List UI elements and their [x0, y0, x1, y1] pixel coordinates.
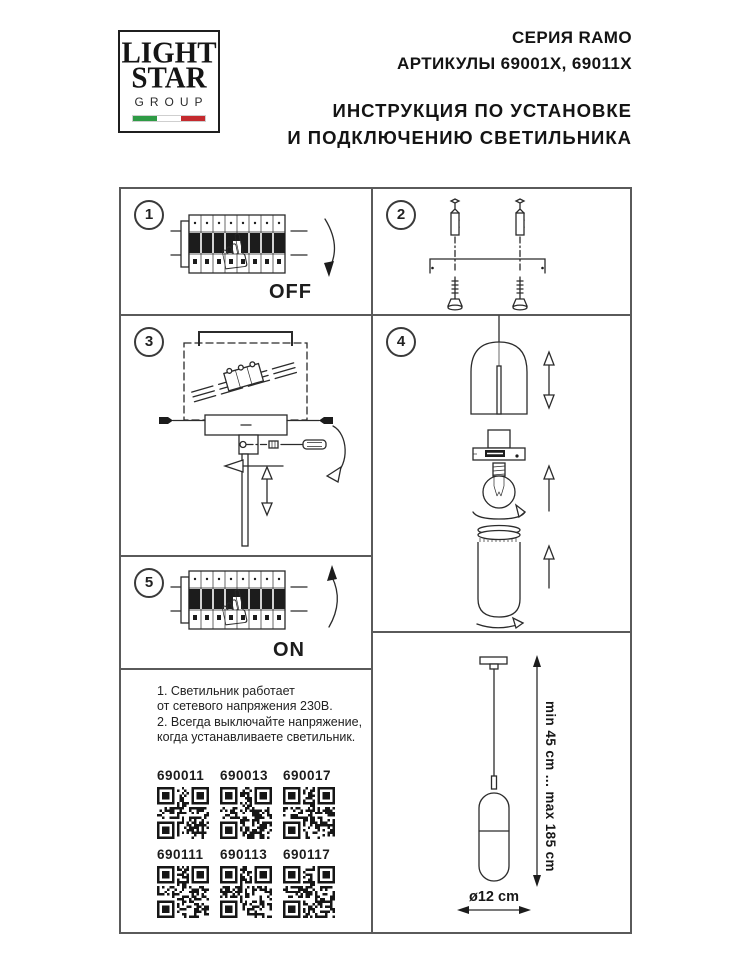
flag-white [157, 116, 181, 121]
notes-panel [121, 670, 373, 932]
arrow-down-curve [324, 219, 334, 277]
safety-notes [157, 684, 362, 746]
step4-panel [373, 316, 630, 633]
qr-item [220, 768, 272, 839]
pointing-hand-icon: ☝ [213, 578, 254, 640]
up-arrow [544, 546, 554, 588]
qr-code [283, 866, 335, 918]
pendant-lamp [479, 657, 509, 881]
step2-panel [373, 189, 630, 316]
socket-block [488, 430, 510, 448]
article-number: 690111 [157, 847, 204, 862]
rotation-arrow [327, 426, 345, 482]
instruction-grid [119, 187, 632, 934]
pendant-dimensions-diagram [373, 633, 630, 932]
note-line: 2. Всегда выключайте напряжение, [157, 714, 363, 729]
terminal-block [188, 350, 298, 401]
mounting-bracket [430, 259, 545, 273]
light-bulb [483, 463, 515, 508]
qr-item [220, 847, 272, 918]
on-label: ON [273, 639, 305, 661]
up-down-arrow [262, 467, 272, 515]
logo-star: STAR [131, 61, 207, 95]
article-number: 690011 [157, 768, 205, 783]
logo-light: LIGHT [121, 36, 217, 70]
dimensions-panel [373, 633, 630, 932]
step5-panel [121, 557, 373, 670]
article-number: 690013 [220, 768, 269, 783]
breaker-off-diagram [167, 209, 353, 301]
article-number: 690113 [220, 847, 268, 862]
anchors-bracket-diagram [413, 197, 593, 315]
up-arrow [544, 466, 554, 511]
step1-number: 1 [134, 200, 164, 230]
cylinder-shade [478, 526, 520, 618]
qr-item [157, 847, 209, 918]
qr-code [157, 787, 209, 839]
pointing-hand-icon: ☝ [213, 222, 254, 284]
screw [448, 277, 462, 310]
screwdriver [281, 440, 326, 449]
qr-code [220, 866, 272, 918]
height-dimension-arrow [533, 655, 541, 887]
diameter-label: ø12 cm [469, 889, 519, 905]
qr-item [157, 768, 209, 839]
off-label: OFF [269, 281, 312, 303]
ceiling-bracket [199, 332, 292, 346]
note-line: когда устанавливаете светильник. [157, 730, 356, 745]
rotation-arc-arrow [477, 618, 523, 628]
mounting-plate [473, 448, 525, 460]
series-title: СЕРИЯ RAMO [511, 28, 632, 47]
arrow-up-curve [327, 565, 337, 627]
side-screw-right [287, 417, 333, 424]
step3-panel [121, 316, 373, 557]
article-number: 690117 [283, 847, 331, 862]
note-line: 1. Светильник работает [157, 684, 295, 698]
qr-item [283, 768, 335, 839]
logo-group: GROUP [134, 95, 209, 109]
grub-screw [269, 441, 278, 448]
qr-code [157, 866, 209, 918]
flag-green [133, 116, 157, 121]
step3-number: 3 [134, 327, 164, 357]
step2-number: 2 [386, 200, 416, 230]
italian-flag-icon [132, 115, 206, 122]
lamp-assembly-diagram [373, 316, 630, 633]
slide-left-arrow [225, 460, 283, 472]
step4-number: 4 [386, 327, 416, 357]
step5-number: 5 [134, 568, 164, 598]
note-line: от сетевого напряжения 230В. [157, 699, 333, 714]
lightstar-logo [118, 30, 220, 133]
qr-code [283, 787, 335, 839]
bell-shade [471, 342, 527, 414]
qr-row [157, 768, 335, 839]
article-number: 690017 [283, 768, 332, 783]
diameter-dimension-arrow [457, 906, 531, 914]
wall-anchor [451, 199, 459, 235]
step1-panel [121, 189, 373, 316]
doc-title-line1: ИНСТРУКЦИЯ ПО УСТАНОВКЕ [332, 100, 632, 121]
doc-title-line2: И ПОДКЛЮЧЕНИЮ СВЕТИЛЬНИКА [287, 127, 632, 148]
height-range-label: min 45 cm ... max 185 cm [543, 701, 558, 872]
qr-code [220, 787, 272, 839]
articles-line: АРТИКУЛЫ 69001Х, 69011Х [397, 54, 632, 73]
flag-red [181, 116, 205, 121]
document-header [287, 25, 632, 151]
breaker-on-diagram [167, 565, 353, 657]
qr-row [157, 847, 335, 918]
side-screw-left [159, 417, 205, 424]
wall-anchor [516, 199, 524, 235]
qr-item [283, 847, 335, 918]
canopy-mounting-diagram [121, 316, 373, 557]
article-qr-codes [157, 768, 335, 926]
up-down-arrow [544, 352, 554, 408]
screw [513, 277, 527, 310]
